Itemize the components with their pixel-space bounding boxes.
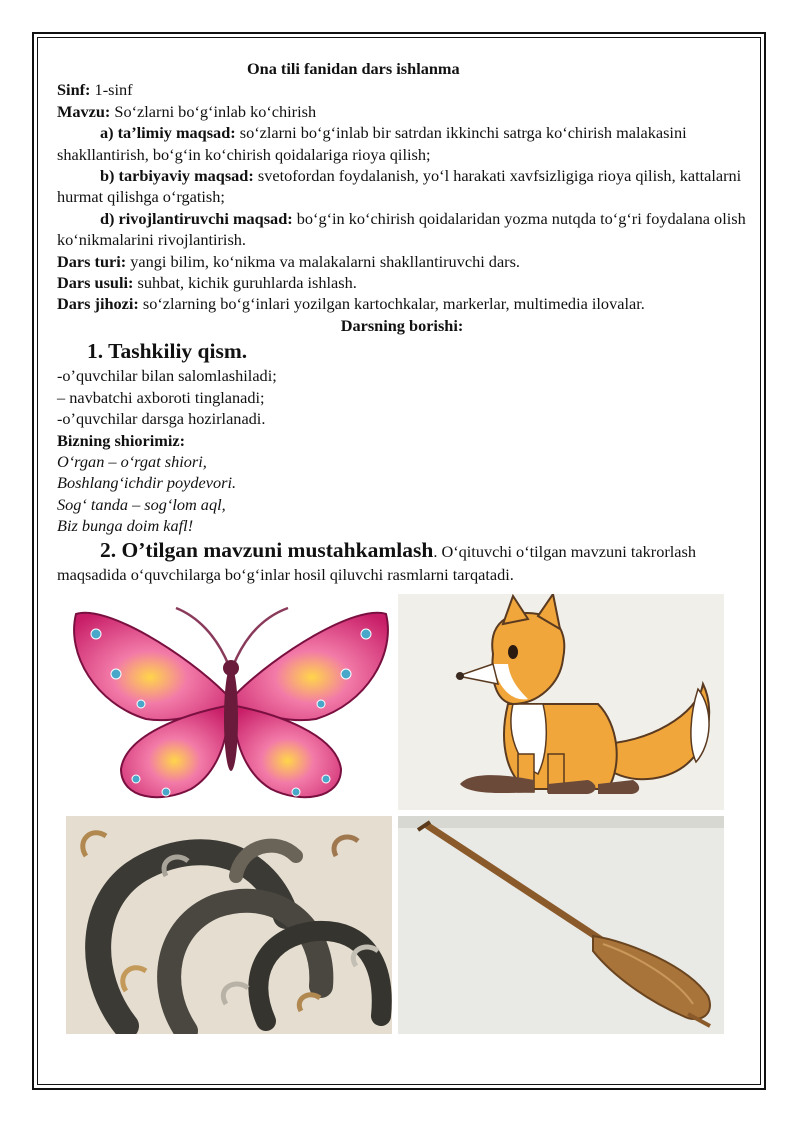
mavzu-line	[57, 101, 747, 122]
shior-line: Biz bunga doim kafl!	[57, 516, 194, 536]
maqsad-a	[57, 122, 747, 165]
dars-usuli-label: Dars usuli:	[57, 273, 134, 293]
horseshoes-picture	[66, 816, 392, 1034]
maqsad-b-value: svetofordan foydalanish, yo‘l harakati xavfsizligiga rioya qilish, kattalarni hurmat qilishga o‘rgatish;	[57, 166, 742, 207]
sinf-label: Sinf:	[57, 80, 91, 100]
section-1-item: -o’quvchilar darsga hozirlanadi.	[57, 409, 266, 429]
dutar-picture	[398, 816, 724, 1034]
maqsad-d-label: d) rivojlantiruvchi maqsad:	[100, 208, 293, 228]
maqsad-d	[57, 208, 747, 251]
darsning-borishi-heading: Darsning borishi:	[340, 315, 464, 335]
section-1-item: -o’quvchilar bilan salomlashiladi;	[57, 366, 277, 386]
document-body	[57, 58, 747, 585]
picture-grid	[66, 594, 726, 1034]
dars-turi-value: yangi bilim, ko‘nikma va malakalarni shakllantiruvchi dars.	[126, 251, 520, 271]
maqsad-b	[57, 165, 747, 208]
dars-jihozi-line	[57, 293, 747, 314]
section-1-heading: 1. Tashkiliy qism.	[87, 339, 248, 364]
maqsad-a-label: a) ta’limiy maqsad:	[100, 123, 236, 143]
section-2-paragraph	[57, 537, 747, 585]
shior-line: O‘rgan – o‘rgat shiori,	[57, 451, 207, 471]
butterfly-picture	[66, 594, 396, 812]
fox-picture	[398, 594, 724, 810]
mavzu-label: Mavzu:	[57, 101, 111, 121]
maqsad-d-value: bo‘g‘in ko‘chirish qoidalaridan yozma nutqda to‘g‘ri foydalana olish ko‘nikmalarini rivojlantirish.	[57, 208, 746, 250]
section-2-heading: 2. O’tilgan mavzuni mustahkamlash	[100, 537, 434, 562]
section-1-item: – navbatchi axboroti tinglanadi;	[57, 387, 265, 407]
mavzu-value: So‘zlarni bo‘g‘inlab ko‘chirish	[110, 101, 317, 121]
shior-label: Bizning shiorimiz:	[57, 430, 185, 450]
maqsad-a-value: so‘zlarni bo‘g‘inlab bir satrdan ikkinchi satrga ko‘chirish malakasini shakllantirish, bo‘g‘in ko‘chirish qoidalariga rioya qilish;	[57, 123, 687, 164]
dars-turi-label: Dars turi:	[57, 251, 127, 271]
section-2-text: . O‘qituvchi o‘tilgan mavzuni takrorlash maqsadida o‘quvchilarga bo‘g‘inlar hosil qiluvchi rasmlarni tarqatadi.	[57, 541, 697, 584]
shior-line: Boshlang‘ichdir poydevori.	[57, 473, 237, 493]
dars-jihozi-label: Dars jihozi:	[57, 294, 139, 314]
dars-jihozi-value: so‘zlarning bo‘g‘inlari yozilgan kartochkalar, markerlar, multimedia ilovalar.	[138, 294, 645, 314]
sinf-line	[57, 79, 747, 100]
dars-usuli-line	[57, 272, 747, 293]
sinf-value: 1-sinf	[90, 80, 133, 100]
maqsad-b-label: b) tarbiyaviy maqsad:	[100, 166, 254, 186]
dars-turi-line	[57, 251, 747, 272]
page-title: Ona tili fanidan dars ishlanma	[247, 59, 460, 78]
shior-line: Sog‘ tanda – sog‘lom aql,	[57, 494, 226, 514]
dars-usuli-value: suhbat, kichik guruhlarda ishlash.	[133, 273, 357, 293]
